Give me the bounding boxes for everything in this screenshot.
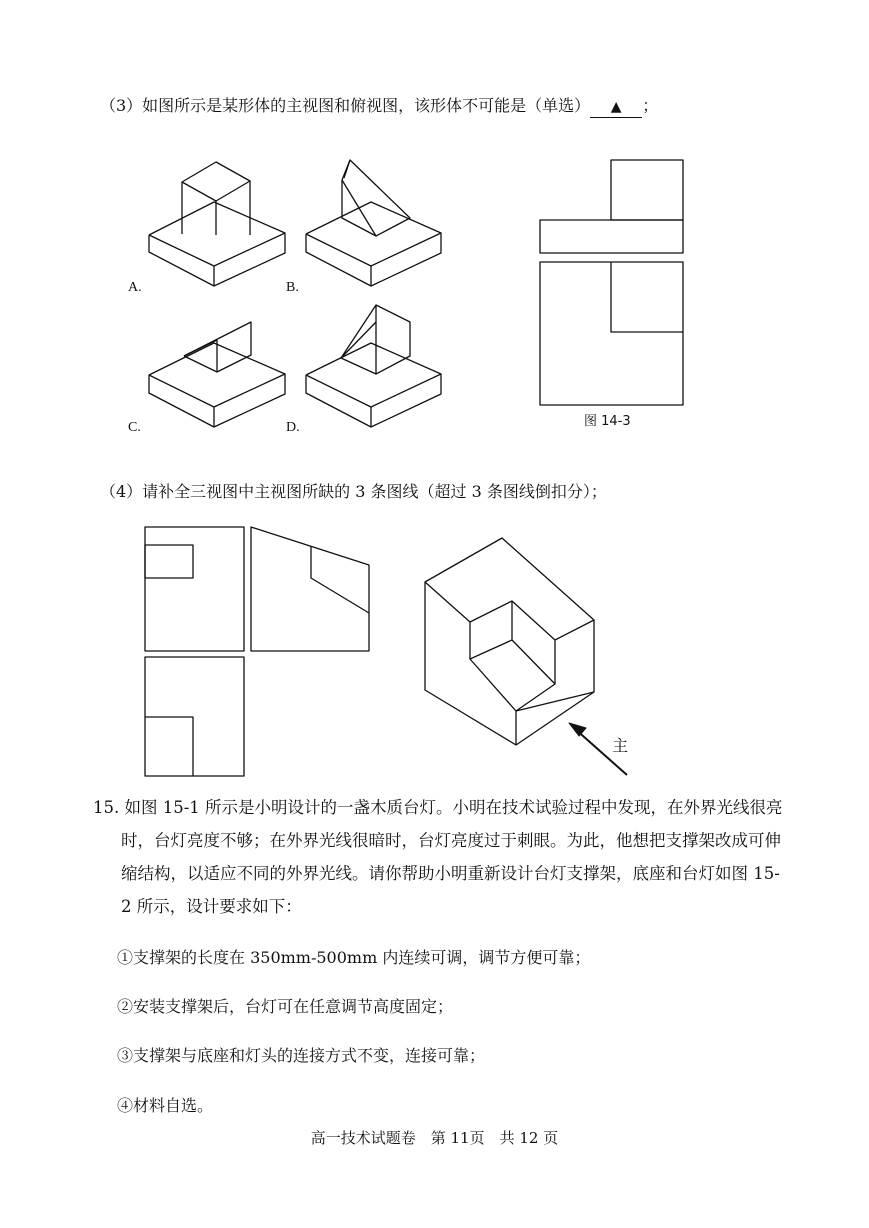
- q3-prefix: （3）如图所示是某形体的主视图和俯视图，该形体不可能是（单选）: [100, 96, 591, 115]
- option-b-label: B.: [286, 280, 299, 295]
- front-view: [145, 527, 244, 651]
- isometric-solid: [425, 538, 594, 745]
- option-d-figure: [306, 305, 441, 427]
- left-view: [251, 527, 369, 651]
- top-view: [145, 657, 244, 776]
- option-a-figure: [149, 162, 285, 286]
- q3-question: [100, 96, 658, 118]
- requirement-4: ④材料自选。: [117, 1096, 214, 1115]
- answer-blank: [590, 96, 642, 118]
- option-a-label: A.: [128, 280, 142, 295]
- figure-14-3-caption: 图 14-3: [584, 414, 631, 429]
- requirement-1: ①支撑架的长度在 350mm-500mm 内连续可调，调节方便可靠；: [117, 948, 591, 967]
- q3-suffix: ；: [642, 96, 659, 115]
- option-d-label: D.: [286, 420, 300, 435]
- q15-intro: [93, 791, 783, 923]
- option-b-figure: [306, 160, 441, 286]
- requirement-3: ③支撑架与底座和灯头的连接方式不变，连接可靠；: [117, 1046, 486, 1065]
- q15-intro-text: 15. 如图 15-1 所示是小明设计的一盏木质台灯。小明在技术试验过程中发现，在外界光线很亮时，台灯亮度不够；在外界光线很暗时，台灯亮度过于刺眼。为此，他想把支撑架改成可伸缩结构，以适应不同的外界光线。请你帮助小明重新设计台灯支撑架，底座和台灯如图 15-2 所示，设计要求如下：: [93, 798, 783, 916]
- front-arrow-label: 主: [612, 736, 629, 755]
- triangle-placeholder-icon: ▲: [610, 99, 622, 115]
- q4-question: （4）请补全三视图中主视图所缺的 3 条图线（超过 3 条图线倒扣分）；: [100, 482, 607, 501]
- requirement-2: ②安装支撑架后，台灯可在任意调节高度固定；: [117, 997, 454, 1016]
- page-footer: 高一技术试题卷 第 11页 共 12 页: [310, 1129, 559, 1147]
- figure-14-3-views: [540, 160, 683, 405]
- option-c-label: C.: [128, 420, 141, 435]
- option-c-figure: [149, 322, 285, 427]
